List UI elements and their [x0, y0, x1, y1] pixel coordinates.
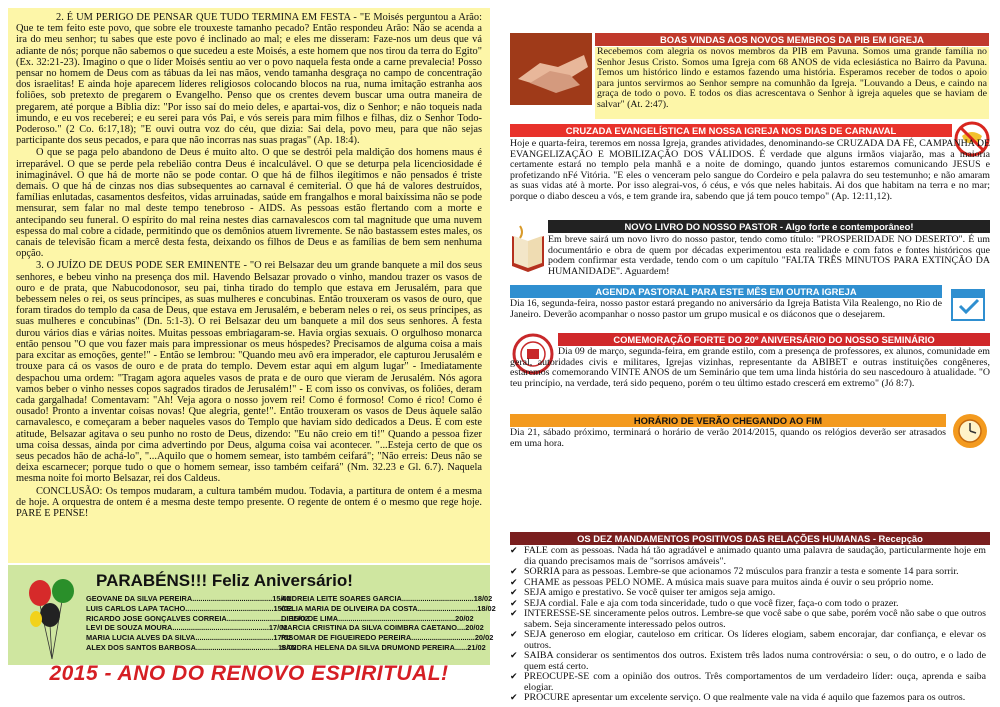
check-icon: ✔	[510, 651, 518, 661]
book-text: Em breve sairá um novo livro do nosso pastor, tendo como título: "PROSPERIDADE NO DESERTO". É um documentário e obra de quem por décadas experimentou esta realidade e com fatos e fontes históricos que podem confirmar esta verdade, tendo com o um capítulo "FALTA TRÊS MINUTOS PARA EXTINÇÃO DA HUMANIDADE". Aguardem!	[548, 234, 990, 277]
summertime-header: HORÁRIO DE VERÃO CHEGANDO AO FIM	[510, 414, 946, 427]
list-item: ✔ SAIBA considerar os sentimentos dos outros. Existem três lados numa controvérsia: o seu, o do outro, e o lado de quem está certo.	[510, 650, 986, 672]
essay-box	[8, 8, 490, 563]
open-book-icon	[510, 222, 546, 274]
check-icon: ✔	[510, 609, 518, 619]
birthday-entry: CELIA MARIA DE OLIVEIRA DA COSTA.............................18/02	[281, 603, 496, 613]
crusade-header: CRUZADA EVANGELÍSTICA EM NOSSA IGREJA NOS DIAS DE CARNAVAL	[510, 124, 952, 137]
year-slogan: 2015 - ANO DO RENOVO ESPIRITUAL!	[49, 662, 449, 685]
check-icon: ✔	[510, 546, 518, 556]
list-item: ✔ SORRIA para as pessoas. Lembre-se que acionamos 72 músculos para franzir a testa e somente 14 para sorrir.	[510, 566, 959, 577]
list-item: ✔ INTERESSE-SE sinceramente pelos outros. Lembre-se que você sabe o que sabe, porém você não sabe o que outros sabem. Seja sinceramente interessado pelos outros.	[510, 608, 986, 630]
book-header: NOVO LIVRO DO NOSSO PASTOR - Algo forte e contemporâneo!	[548, 220, 990, 233]
agenda-header: AGENDA PASTORAL PARA ESTE MÊS EM OUTRA IGREJA	[510, 285, 942, 298]
birthday-entry: MARCIA CRISTINA DA SILVA COIMBRA CAETANO....20/02	[281, 623, 484, 633]
list-item: ✔ PREOCUPE-SE com a opinião dos outros. Três comportamentos de um verdadeiro líder: ouça, aprenda e saiba elogiar.	[510, 671, 986, 693]
list-item: ✔ FALE com as pessoas. Nada há tão agradável e animado quanto uma palavra de saudação, particularmente hoje em dia quando precisamos mais de "sorrisos amáveis".	[510, 545, 986, 567]
check-icon: ✔	[510, 693, 518, 703]
birthday-entry: RICARDO JOSE GONÇALVES CORREIA...............................15/02	[86, 613, 309, 623]
welcome-header: BOAS VINDAS AOS NOVOS MEMBROS DA PIB EM IGREJA	[595, 33, 989, 46]
birthday-entry: LUIS CARLOS LAPA TACHO...........................................15/02	[86, 603, 293, 613]
balloons-icon	[22, 575, 82, 661]
birthday-title: PARABÉNS!!! Feliz Aniversário!	[96, 571, 353, 590]
check-icon: ✔	[510, 598, 518, 609]
commandments-header: OS DEZ MANDAMENTOS POSITIVOS DAS RELAÇÕES HUMANAS - Recepção	[510, 532, 990, 545]
birthday-entry: GEOVANE DA SILVA PEREIRA.......................................15/02	[86, 594, 291, 603]
check-icon: ✔	[510, 588, 518, 598]
summertime-text: Dia 21, sábado próximo, terminará o horário de verão 2014/2015, quando os relógios deverão ser atrasados em uma hora.	[510, 427, 946, 449]
essay-paragraph-3: 3. O JUÍZO DE DEUS PODE SER EMINENTE - "O rei Belsazar deu um grande banquete a mil dos seus senhores, e bebeu vinho na presença dos mil. Havendo Belsazar provado o vinho, mandou trazer os vasos de ouro e de prata, que Nabucodonosor, seu pai, tinha tirado do templo que estava em Jerusalém, para que bebessem neles o rei, os seus príncipes, as suas mulheres e concubinas. Então trouxeram os vasos de ouro, que foram tirados do templo da casa de Deus, que estava em Jerusalém, e beberam neles o rei, os seus príncipes, as suas mulheres e concubinas" (Dn. 5:1-3). O rei Belsazar deu um banquete a mil dos seus senhores. A festa durou vários dias e várias noites. Muitas pessoas embriagaram-se. Havia orgias sexuais. O orgulhoso monarca então pensou "O que vou fazer mais para impressionar os meus hóspedes? Precisamos de alguma coisa a mais para excitar as emoções, gente!" - Então se lembrou: "Quando meu avô era imperador, ele capturou Jerusalém e trouxe para cá os vasos de ouro e de prata do templo. Devem estar aqui em algum lugar" - Imediatamente despachou uma ordem: "Tragam agora aqueles vasos de prata e de ouro que vieram de Jerusalém. Nós agora vamos beber o vinho nesses copos sagrados tirados de Jerusalém!" - E com isso os convivas, os foliões, deram cada gargalhada! Comentavam: "Ah! Veja agora o nosso jovem rei! Como é formoso! Como é rico! Como é ousado! Pronto a inventar coisas novas! Que alegria, gente!". Então trouxeram os vasos de Deus àquele salão carnavalesco, e começaram a beber naqueles vasos do Templo que haviam sido dedicados a Deus. E com este atitude, Belsazar agitava o seu punho no rosto de Deus, dizendo: "Eu não creio em ti!" Quando a pessoa fizer uma coisa dessas, ainda por cima advertindo por Deus, alguma coisa vai acontecer. "...Esteja certo de que os seus pecados hão de achá-lo", "...Aquilo que o homem semear, isto também ceifará"; "Não erreis: Deus não se deixa escarnecer; porque tudo o que o homem semear, isso também ceifará" (Nm. 32.23 e Gl. 6.7). Naquela mesma noite foi morto Belsazar, rei dos Caldeus.	[16, 260, 482, 485]
list-item: ✔ PROCURE apresentar um excelente serviço. O que realmente vale na vida é aquilo que fazemos para os outros.	[510, 692, 966, 703]
clock-sun-icon	[950, 410, 990, 452]
handshake-icon	[510, 33, 592, 105]
list-item: ✔ SEJA cordial. Fale e aja com toda sinceridade, tudo o que você fizer, faça-o com todo o prazer.	[510, 597, 899, 609]
check-icon: ✔	[510, 577, 518, 588]
right-page	[510, 0, 992, 707]
list-item: ✔ CHAME as pessoas PELO NOME. A música mais suave para muitos ainda é ouvir o seu próprio nome.	[510, 576, 934, 588]
check-icon: ✔	[510, 567, 518, 577]
list-item: ✔ SEJA generoso em elogiar, cauteloso em criticar. Os líderes elogiam, sabem encorajar, dar confiança, e elevar os outros.	[510, 629, 986, 651]
essay-paragraph-consequences: O que se paga pelo abandono de Deus é muito alto. O que se destrói pela maldição dos homens maus é irreparável. O que se perde pela rebelião contra Deus é incalculável. O que se deturpa pela licenciosidade é inimaginável. O que há de morte não se pode contar. O que há de filhos ilegítimos e não pensados é triste demais. O que há de cinzas nos dias subsequentes ao carnaval é cemiterial. O que há de valores destruídos, famílias enlutadas, casamentos desfeitos, vidas arruinadas, saúde em frangalhos e moral baixíssima não se pode mensurar, sem falar no mal deste tempo tenebroso - AIDS. As pessoas estão flertando com a morte e antecipando seu funeral. O espírito do mal reina nestes dias carnavalescos com tal magnitude que uma nuvem espessa do mal cobre a cidade, permitindo que os demônios atuem livremente. Se não bastassem estes males, os canais de televisão ficam a mercê desta festa, deixando os filhos de Deus e as famílias de bem sem nenhuma opção.	[16, 147, 482, 260]
birthday-list-1	[86, 594, 309, 653]
birthday-entry: LEVI DE SOUZA MOURA...............................................17/02	[86, 623, 288, 633]
essay-conclusion: CONCLUSÃO: Os tempos mudaram, a cultura também mudou. Todavia, a partitura de ontem é a mesma de hoje. A orquestra de ontem é a mesma deste tempo presente. O regente de ontem é o mesmo que rege hoje. PARE E PENSE!	[16, 485, 482, 519]
agenda-text: Dia 16, segunda-feira, nosso pastor estará pregando no aniversário da Igreja Batista Vila Realengo, no Rio de Janeiro. Deverão acompanhar o nosso pastor um grupo musical e os diáconos que o desejarem.	[510, 298, 942, 320]
birthday-entry: MARIA LUCIA ALVES DA SILVA......................................17/02	[86, 633, 292, 643]
birthday-entry: DIELIO DE LIMA.........................................................20/02	[281, 613, 474, 623]
birthday-entry: ALEX DOS SANTOS BARBOSA........................................18/02	[86, 642, 297, 652]
list-item: ✔ SEJA amigo e prestativo. Se você quiser ter amigos seja amigo.	[510, 587, 776, 598]
crusade-text: Hoje e quarta-feira, teremos em nossa Igreja, grandes atividades, denominando-se CRUZADA DA FÉ, CAMPANHA DE EVANGELIZAÇÃO E MOBILIZAÇÃO DOS VÁLIDOS. É verdade que alguns irmãos viajarão, mas a maioria certamente estará no templo pela manhã e a noite de domingo, quando juntos estaremos comunicando JESUS e profetizando nFé Vitória. "E eles o venceram pelo sangue do Cordeiro e pela palavra do seu testemunho; e não amaram as suas vidas até à morte. Por isso alegrai-vos, ó céus, e vós que neles habitais. Ai dos que habitam na terra e no mar; porque o diabo desceu a vós, e tem grande ira, sabendo que já tem pouco tempo" (Ap. 12:11,12).	[510, 138, 990, 202]
essay-paragraph-2: 2. É UM PERIGO DE PENSAR QUE TUDO TERMINA EM FESTA - "E Moisés perguntou a Arão: Que te tem feito este povo, que sobre ele trouxeste tamanho pecado? Então respondeu Arão: Não se acenda a ira do meu senhor; tu sabes que este povo é inclinado ao mal; e eles me disseram: Faze-nos um deus que vá adiante de nós; porque não sabemos o que sucedeu a este Moisés, a este homem que nos tirou da terra do Egito" (Ex. 32:21-23). Imagino o que o líder Moisés sentiu ao ver o povo naquela festa onde a carne prevalecia! Posso pensar no homem de Deus com as tábuas da lei nas mãos, vendo tamanha desgraça no campo de concentração dos israelitas! E ainda hoje aparecem líderes religiosos colocando blocos na rua, numa imitação estranha aos foliões, sob pretexto de pregarem o Evangelho. Penso que os crentes devem buscar uma outra maneira de pregarem, até porque a Bíblia diz: "Por isso saí do meio deles, e apartai-vos, diz o Senhor; e não toqueis nada imundo, e eu vos receberei; e eu serei para vós Pai, e vós sereis para mim filhos e filhas, diz o Senhor Todo-Poderoso." (2 Co. 6:17,18); "E ouvi outra voz do céu, que dizia: Sai dela, povo meu, para que não sejas participante dos seus pecados, e para que não incorras nas suas pragas" (Ap. 18:4).	[16, 12, 482, 147]
birthday-entry: SANDRA HELENA DA SILVA DRUMOND PEREIRA......21/02	[281, 642, 486, 652]
check-icon: ✔	[510, 672, 518, 682]
commandments-list	[510, 546, 986, 704]
check-icon: ✔	[510, 630, 518, 640]
welcome-text: Recebemos com alegria os novos membros da PIB em Pavuna. Somos uma grande família no Senhor Jesus Cristo. Somos uma Igreja com 68 ANOS de vida eclesiástica no Bairro da Pavuna. Temos um histórico lindo e estamos fazendo uma história. Esperamos receber de todos o apoio para juntos servirmos ao Senhor sempre na comunhão da Igreja. "Louvando a Deus, e caindo na graça de todo o povo. E todos os dias acrescentava o Senhor à igreja aqueles que se haviam de salvar" (At. 2:47).	[595, 47, 989, 119]
birthday-box	[8, 565, 496, 665]
seminary-text: Dia 09 de março, segunda-feira, em grande estilo, com a presença de professores, ex alunos, comunidade em geral, autoridades civis e militares, Igrejas vizinhas, representante da ABIBET e outras instituições congêneres, estaremos comemorando VINTE ANOS de um Seminário que tem uma linda história do seu nascedouro à atualidade. "O teu princípio, na verdade, terá sido pequeno, porém o teu último estado crescerá em extremo" (Jó 8:7).	[510, 346, 990, 389]
birthday-entry: RISOMAR DE FIGUEIREDO PEREIRA...............................20/02	[281, 633, 494, 643]
birthday-list-2	[281, 594, 496, 653]
seminary-header: COMEMORAÇÃO FORTE DO 20º ANIVERSÁRIO DO NOSSO SEMINÁRIO	[558, 333, 990, 346]
birthday-entry: ANDREIA LEITE SOARES GARCIA...................................18/02	[281, 594, 493, 603]
calendar-icon	[946, 282, 990, 326]
